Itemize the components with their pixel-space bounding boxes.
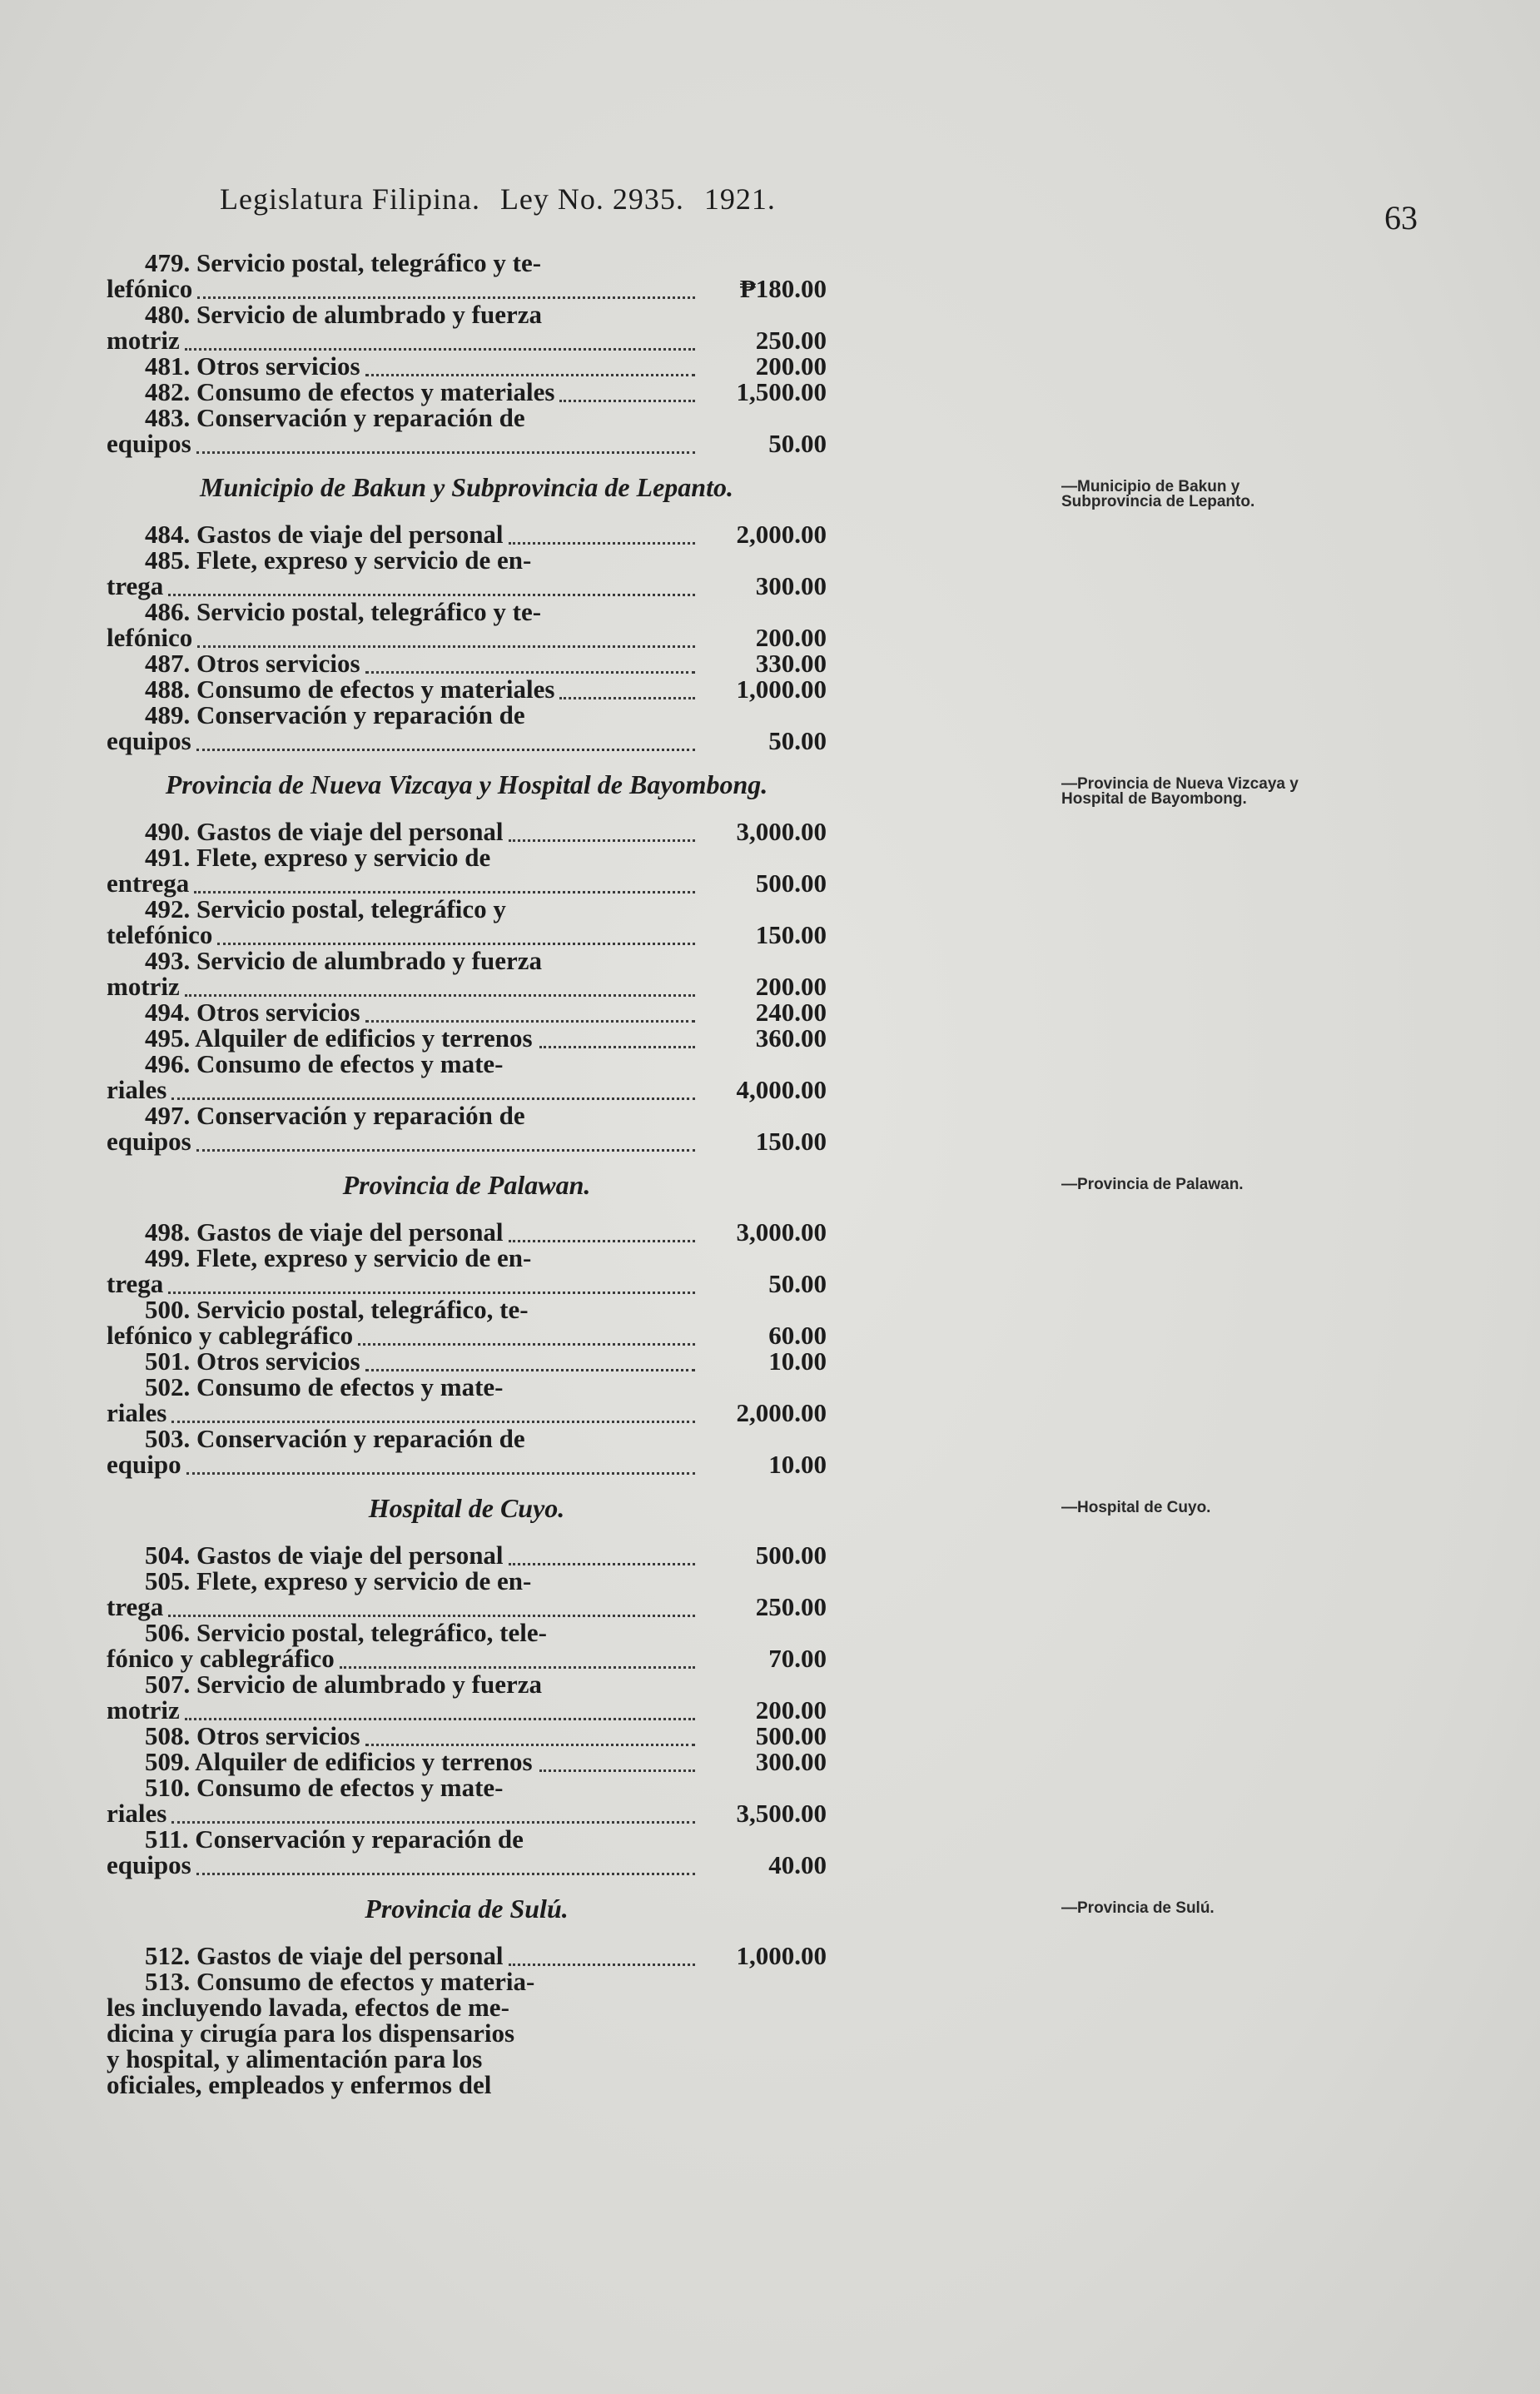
item-amount: 200.00: [755, 972, 827, 1001]
item-text: 492. Servicio postal, telegráfico y: [145, 894, 506, 923]
item-text: 489. Conservación y reparación de: [145, 700, 525, 729]
list-item-continuation: [107, 1451, 827, 1477]
item-text: 490. Gastos de viaje del personal: [145, 817, 504, 846]
item-text: equipos: [107, 1127, 191, 1156]
dot-leader: [171, 1421, 695, 1423]
list-item-continuation: [107, 1994, 827, 2020]
margin-note: —Provincia de Nueva Vizcaya y Hospital de Bayombong.: [1061, 775, 1299, 808]
list-item: [107, 819, 827, 844]
header-year: 1921.: [703, 182, 776, 216]
item-text: motriz: [107, 972, 180, 1001]
list-item-continuation: [107, 1128, 827, 1154]
item-amount: ₱180.00: [739, 274, 827, 303]
item-amount: 10.00: [768, 1450, 827, 1479]
appropriation-list: [107, 250, 827, 2098]
list-item: [107, 1297, 827, 1322]
item-amount: 2,000.00: [736, 520, 827, 549]
dot-leader: [194, 891, 695, 893]
dot-leader: [340, 1666, 695, 1669]
list-item-continuation: [107, 973, 827, 999]
item-text: motriz: [107, 1695, 180, 1725]
item-text: 507. Servicio de alumbrado y fuerza: [145, 1670, 543, 1699]
dot-leader: [559, 697, 695, 699]
dot-leader: [509, 1963, 695, 1966]
item-text: 505. Flete, expreso y servicio de en-: [145, 1566, 532, 1595]
item-text: trega: [107, 1269, 164, 1298]
margin-note: —Provincia de Palawan.: [1061, 1176, 1244, 1193]
item-text: fónico y cablegráfico: [107, 1644, 335, 1673]
list-item: [107, 353, 827, 379]
list-item-continuation: [107, 728, 827, 754]
running-header: [220, 182, 787, 217]
item-amount: 250.00: [755, 326, 827, 355]
list-item-continuation: [107, 1322, 827, 1348]
item-text: trega: [107, 1592, 164, 1621]
list-item: [107, 1102, 827, 1128]
dot-leader: [186, 1472, 695, 1475]
dot-leader: [365, 671, 695, 674]
item-amount: 200.00: [755, 623, 827, 652]
item-text: 496. Consumo de efectos y mate-: [145, 1049, 504, 1078]
item-text: 511. Conservación y reparación de: [145, 1824, 524, 1854]
item-amount: 150.00: [755, 1127, 827, 1156]
item-amount: 300.00: [755, 571, 827, 600]
item-text: 504. Gastos de viaje del personal: [145, 1540, 504, 1570]
item-amount: 4,000.00: [736, 1075, 827, 1104]
item-text: 509. Alquiler de edificios y terrenos: [145, 1747, 533, 1776]
list-item-continuation: [107, 1077, 827, 1102]
item-text: 495. Alquiler de edificios y terrenos: [145, 1023, 533, 1053]
item-text: 479. Servicio postal, telegráfico y te-: [145, 248, 542, 277]
header-legislature: Legislatura Filipina.: [220, 182, 480, 216]
item-text: 484. Gastos de viaje del personal: [145, 520, 504, 549]
item-amount: 50.00: [768, 429, 827, 458]
list-item: [107, 1671, 827, 1697]
item-text: telefónico: [107, 920, 213, 949]
item-text: equipos: [107, 429, 191, 458]
item-amount: 300.00: [755, 1747, 827, 1776]
list-item: [107, 1245, 827, 1271]
dot-leader: [365, 1744, 695, 1746]
list-item-continuation: [107, 2072, 827, 2098]
item-text: 500. Servicio postal, telegráfico, te-: [145, 1295, 529, 1324]
item-amount: 500.00: [755, 1721, 827, 1750]
item-text: entrega: [107, 869, 190, 898]
item-amount: 3,000.00: [736, 817, 827, 846]
dot-leader: [217, 943, 695, 945]
item-text: 498. Gastos de viaje del personal: [145, 1217, 504, 1247]
section-title: Provincia de Palawan.: [342, 1170, 591, 1200]
item-text: riales: [107, 1398, 167, 1427]
list-item: [107, 301, 827, 327]
list-item: [107, 1749, 827, 1774]
item-amount: 200.00: [755, 351, 827, 381]
dot-leader: [197, 296, 695, 299]
item-text: 503. Conservación y reparación de: [145, 1424, 525, 1453]
list-item: [107, 1826, 827, 1852]
item-text: 494. Otros servicios: [145, 998, 360, 1027]
dot-leader: [365, 374, 695, 376]
list-item-continuation: [107, 870, 827, 896]
dot-leader: [509, 1563, 695, 1565]
dot-leader: [365, 1020, 695, 1023]
list-item: [107, 521, 827, 547]
item-amount: 3,500.00: [736, 1799, 827, 1828]
dot-leader: [197, 645, 695, 648]
dot-leader: [171, 1097, 695, 1100]
dot-leader: [196, 451, 695, 454]
item-text: 512. Gastos de viaje del personal: [145, 1941, 504, 1970]
list-item: [107, 1219, 827, 1245]
list-item-continuation: [107, 327, 827, 353]
list-item-continuation: [107, 922, 827, 948]
item-text: dicina y cirugía para los dispensarios: [107, 2018, 515, 2048]
item-text: 508. Otros servicios: [145, 1721, 360, 1750]
item-amount: 150.00: [755, 920, 827, 949]
list-item-continuation: [107, 1400, 827, 1426]
page-number: 63: [1384, 199, 1418, 236]
section-title: Provincia de Nueva Vizcaya y Hospital de Bayombong.: [165, 769, 768, 799]
list-item-continuation: [107, 625, 827, 650]
item-amount: 1,000.00: [736, 1941, 827, 1970]
dot-leader: [509, 1240, 695, 1242]
item-text: 480. Servicio de alumbrado y fuerza: [145, 300, 543, 329]
list-item-continuation: [107, 276, 827, 301]
dot-leader: [185, 994, 695, 997]
dot-leader: [196, 1873, 695, 1875]
item-text: 491. Flete, expreso y servicio de: [145, 843, 491, 872]
list-item: [107, 250, 827, 276]
item-text: riales: [107, 1799, 167, 1828]
dot-leader: [185, 1718, 695, 1720]
list-item-continuation: [107, 1594, 827, 1620]
item-amount: 1,000.00: [736, 674, 827, 704]
list-item: [107, 599, 827, 625]
list-item: [107, 405, 827, 431]
dot-leader: [509, 542, 695, 545]
list-item: [107, 1348, 827, 1374]
dot-leader: [539, 1769, 695, 1772]
item-text: les incluyendo lavada, efectos de me-: [107, 1993, 509, 2022]
item-text: 499. Flete, expreso y servicio de en-: [145, 1243, 532, 1272]
list-item: [107, 1426, 827, 1451]
dot-leader: [539, 1046, 695, 1048]
dot-leader: [171, 1821, 695, 1824]
item-text: 482. Consumo de efectos y materiales: [145, 377, 555, 406]
list-item-continuation: [107, 1645, 827, 1671]
item-text: riales: [107, 1075, 167, 1104]
item-amount: 50.00: [768, 1269, 827, 1298]
list-item: [107, 1968, 827, 1994]
dot-leader: [509, 839, 695, 842]
item-amount: 200.00: [755, 1695, 827, 1725]
list-item: [107, 379, 827, 405]
item-text: 487. Otros servicios: [145, 649, 360, 678]
item-amount: 330.00: [755, 649, 827, 678]
list-item: [107, 948, 827, 973]
item-text: 481. Otros servicios: [145, 351, 360, 381]
item-text: oficiales, empleados y enfermos del: [107, 2070, 492, 2099]
item-text: equipos: [107, 1850, 191, 1879]
item-text: 502. Consumo de efectos y mate-: [145, 1372, 504, 1401]
section-title: Provincia de Sulú.: [365, 1894, 569, 1924]
item-amount: 60.00: [768, 1321, 827, 1350]
margin-note: —Hospital de Cuyo.: [1061, 1499, 1211, 1516]
list-item: [107, 844, 827, 870]
list-item: [107, 1568, 827, 1594]
item-text: 501. Otros servicios: [145, 1346, 360, 1376]
item-text: equipos: [107, 726, 191, 755]
item-text: 510. Consumo de efectos y mate-: [145, 1773, 504, 1802]
item-amount: 3,000.00: [736, 1217, 827, 1247]
item-amount: 250.00: [755, 1592, 827, 1621]
item-text: 483. Conservación y reparación de: [145, 403, 525, 432]
item-text: 493. Servicio de alumbrado y fuerza: [145, 946, 543, 975]
item-text: equipo: [107, 1450, 181, 1479]
list-item: [107, 1374, 827, 1400]
list-item-continuation: [107, 1800, 827, 1826]
dot-leader: [365, 1369, 695, 1371]
dot-leader: [196, 749, 695, 751]
item-text: 488. Consumo de efectos y materiales: [145, 674, 555, 704]
dot-leader: [168, 1292, 695, 1294]
list-item: [107, 650, 827, 676]
list-item: [107, 547, 827, 573]
dot-leader: [559, 400, 695, 402]
dot-leader: [358, 1343, 695, 1346]
list-item-continuation: [107, 1271, 827, 1297]
item-text: 506. Servicio postal, telegráfico, tele-: [145, 1618, 547, 1647]
list-item: [107, 999, 827, 1025]
list-item: [107, 896, 827, 922]
item-amount: 1,500.00: [736, 377, 827, 406]
list-item: [107, 1025, 827, 1051]
item-amount: 360.00: [755, 1023, 827, 1053]
list-item: [107, 1723, 827, 1749]
item-text: lefónico y cablegráfico: [107, 1321, 354, 1350]
list-item: [107, 1774, 827, 1800]
item-text: y hospital, y alimentación para los: [107, 2044, 483, 2073]
list-item: [107, 1620, 827, 1645]
margin-note: —Provincia de Sulú.: [1061, 1899, 1215, 1917]
header-law-number: Ley No. 2935.: [499, 182, 684, 216]
item-amount: 50.00: [768, 726, 827, 755]
dot-leader: [196, 1149, 695, 1152]
list-item-continuation: [107, 2020, 827, 2046]
item-amount: 500.00: [755, 1540, 827, 1570]
list-item-continuation: [107, 1852, 827, 1878]
list-item: [107, 1542, 827, 1568]
item-amount: 240.00: [755, 998, 827, 1027]
item-amount: 70.00: [768, 1644, 827, 1673]
item-text: 485. Flete, expreso y servicio de en-: [145, 545, 532, 575]
item-amount: 2,000.00: [736, 1398, 827, 1427]
dot-leader: [168, 594, 695, 596]
list-item-continuation: [107, 2046, 827, 2072]
item-text: 486. Servicio postal, telegráfico y te-: [145, 597, 542, 626]
item-amount: 500.00: [755, 869, 827, 898]
section-title: Municipio de Bakun y Subprovincia de Lepanto.: [200, 472, 733, 502]
list-item: [107, 1943, 827, 1968]
item-text: 513. Consumo de efectos y materia-: [145, 1967, 535, 1996]
list-item: [107, 676, 827, 702]
list-item-continuation: [107, 1697, 827, 1723]
item-amount: 40.00: [768, 1850, 827, 1879]
list-item: [107, 1051, 827, 1077]
list-item-continuation: [107, 573, 827, 599]
item-text: motriz: [107, 326, 180, 355]
margin-note: —Municipio de Bakun y Subprovincia de Lepanto.: [1061, 478, 1255, 510]
dot-leader: [185, 348, 695, 351]
list-item: [107, 702, 827, 728]
list-item-continuation: [107, 431, 827, 456]
item-text: lefónico: [107, 274, 193, 303]
dot-leader: [168, 1615, 695, 1617]
item-text: trega: [107, 571, 164, 600]
item-text: 497. Conservación y reparación de: [145, 1101, 525, 1130]
section-title: Hospital de Cuyo.: [368, 1493, 565, 1523]
item-amount: 10.00: [768, 1346, 827, 1376]
item-text: lefónico: [107, 623, 193, 652]
